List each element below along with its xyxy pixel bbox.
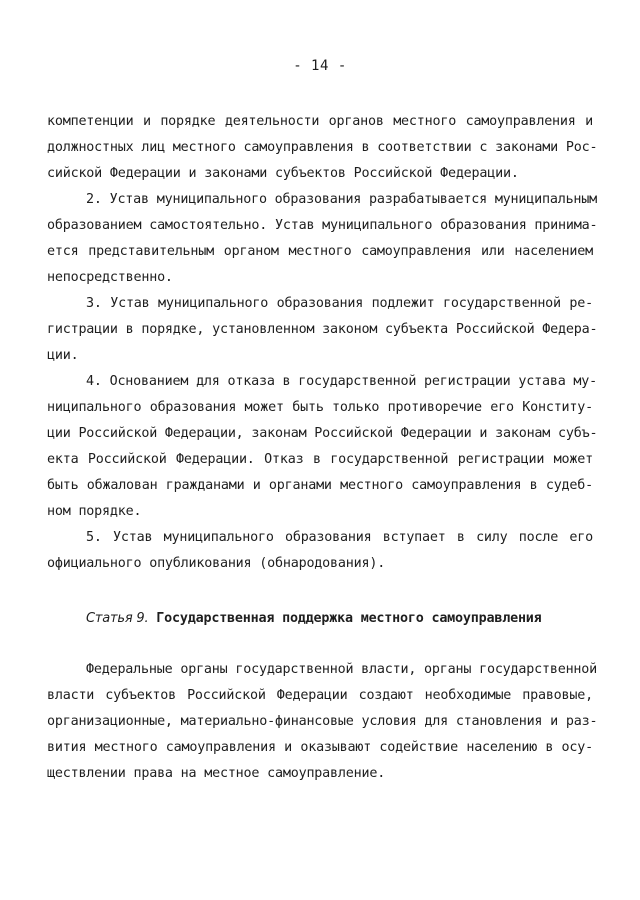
text-line: 5. Устав муниципального образования вступает в силу после его <box>86 530 593 545</box>
text-line: 3. Устав муниципального образования подлежит государственной ре- <box>86 296 593 311</box>
article-heading <box>86 611 593 627</box>
text-line: екта Российской Федерации. Отказ в государственной регистрации может <box>47 452 593 467</box>
text-line: ции. <box>47 348 79 363</box>
text-line: ции Российской Федерации, законам Российской Федерации и законам субъ- <box>47 426 598 441</box>
text-line: ществлении права на местное самоуправление. <box>47 766 386 781</box>
text-line: образованием самостоятельно. Устав муниципального образования принима- <box>47 218 598 233</box>
text-line: гистрации в порядке, установленном законом субъекта Российской Федера- <box>47 322 598 337</box>
text-line: сийской Федерации и законами субъектов Российской Федерации. <box>47 166 519 181</box>
text-line: компетенции и порядке деятельности органов местного самоуправления и <box>47 114 593 129</box>
text-line: ется представительным органом местного самоуправления или населением <box>47 244 593 259</box>
article-title: Государственная поддержка местного самоуправления <box>156 611 542 626</box>
text-line: Федеральные органы государственной власти, органы государственной <box>86 662 598 677</box>
page-number: - 14 - <box>293 58 347 74</box>
text-line: ниципального образования может быть только противоречие его Конститу- <box>47 400 593 415</box>
text-line: власти субъектов Российской Федерации создают необходимые правовые, <box>47 688 593 703</box>
article-label: Статья 9. <box>86 611 149 626</box>
text-line: вития местного самоуправления и оказывают содействие населению в осу- <box>47 740 593 755</box>
text-line: непосредственно. <box>47 270 173 285</box>
text-line: быть обжалован гражданами и органами местного самоуправления в судеб- <box>47 478 593 493</box>
text-line: организационные, материально-финансовые условия для становления и раз- <box>47 714 598 729</box>
text-line: официального опубликования (обнародования). <box>47 556 386 571</box>
text-line: 2. Устав муниципального образования разрабатывается муниципальным <box>86 192 598 207</box>
text-line: ном порядке. <box>47 504 142 519</box>
text-line: должностных лиц местного самоуправления в соответствии с законами Рос- <box>47 140 598 155</box>
text-line: 4. Основанием для отказа в государственной регистрации устава му- <box>86 374 598 389</box>
